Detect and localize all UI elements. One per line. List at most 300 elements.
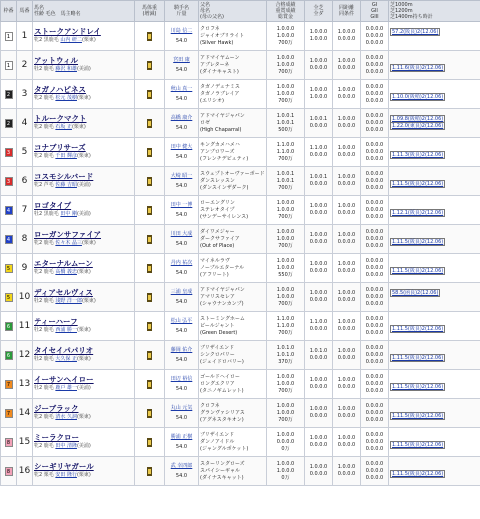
- umaban-cell: 8: [17, 225, 33, 254]
- jockey-name-link[interactable]: 丹内 祐次: [170, 260, 193, 266]
- overall-record: 1.0.0.0: [276, 83, 295, 90]
- header-jockey: 騎手名 斤量: [165, 1, 199, 22]
- distance-cell: [333, 225, 361, 254]
- dirt-record: 0.0.0.0: [309, 297, 328, 303]
- g1-record: 0.0.0.0: [365, 286, 384, 293]
- trainer-link[interactable]: 佐々木 晶三: [55, 240, 82, 246]
- best-1200m-link[interactable]: 58.5(函良)2(12.06): [392, 290, 439, 296]
- same-distance-record: 1.0.0.0: [337, 348, 356, 354]
- horse-cell: [33, 428, 135, 457]
- broodmare-sire: (High Chaparral): [200, 126, 242, 133]
- jockey-cell: [165, 457, 199, 486]
- g3-record: 0.0.0.0: [365, 126, 384, 133]
- graded-record: 0.0.0.0: [276, 438, 295, 445]
- jockey-name-link[interactable]: 勝浦 正樹: [170, 434, 193, 440]
- dirt-record: 0.0.0.0: [309, 123, 328, 129]
- total-prize: 700万: [278, 68, 293, 75]
- dam-name: アンブロワーズ: [200, 148, 235, 155]
- sex-age-color: 牝2 鹿毛: [34, 269, 54, 275]
- course-cell: [305, 51, 333, 80]
- turf-record: 1.0.0.0: [309, 203, 328, 209]
- horse-name-link[interactable]: ミーラクロー: [34, 432, 79, 442]
- course-cell: [305, 283, 333, 312]
- best-1400m-link[interactable]: [390, 297, 392, 303]
- table-row: [1, 341, 480, 370]
- umaban-cell: 12: [17, 341, 33, 370]
- dirt-record: 0.0.0.0: [309, 355, 328, 361]
- trainer-link[interactable]: 鹿戸 雄一: [55, 385, 77, 391]
- horse-name-link[interactable]: トルークマクト: [34, 113, 87, 123]
- umaban-cell: 10: [17, 283, 33, 312]
- broodmare-sire: (シャウナンカンプ): [200, 300, 244, 307]
- turf-record: 1.0.0.0: [309, 406, 328, 412]
- best-time-cell: [389, 80, 480, 109]
- horse-name-link[interactable]: コナブリサーズ: [34, 142, 86, 152]
- horse-cell: [33, 22, 135, 51]
- graded-record: 1.0.0.0: [276, 293, 295, 300]
- jockey-name-link[interactable]: 宮田 康: [173, 57, 190, 63]
- g3-record: 0.0.0.0: [365, 213, 384, 220]
- graded-record: 1.0.0.1: [276, 177, 295, 184]
- horse-name-link[interactable]: エターナルムーン: [34, 258, 93, 268]
- g1-record: 0.0.0.0: [365, 315, 384, 322]
- waku-cell: [1, 254, 17, 283]
- waku-badge: 8: [5, 467, 13, 476]
- jockey-name-link[interactable]: 高橋 康介: [170, 115, 193, 121]
- graded-record: 1.1.0.0: [276, 322, 295, 329]
- turf-record: 1.0.1.0: [309, 348, 328, 354]
- trainer-link[interactable]: 清水 久詞: [55, 414, 77, 420]
- best-time-cell: [389, 428, 480, 457]
- best-time-cell: [389, 138, 480, 167]
- grade-cell: [361, 370, 389, 399]
- distance-cell: [333, 22, 361, 51]
- waku-cell: [1, 109, 17, 138]
- total-prize: 700万: [278, 329, 293, 336]
- jockey-name-link[interactable]: 丸山 元気: [170, 405, 193, 411]
- silks-cell: [135, 225, 165, 254]
- horse-profile: [34, 414, 133, 421]
- jockey-name-link[interactable]: 三浦 皇成: [170, 289, 193, 295]
- total-prize: 370万: [278, 358, 293, 365]
- jockey-name-link[interactable]: 田辺 裕信: [170, 376, 193, 382]
- best-1400m-link[interactable]: 1.11.5(阪良)2(12.06): [392, 384, 444, 390]
- prize-cell: [267, 254, 305, 283]
- header-pedigree: 父名 母名 (母の父名): [199, 1, 267, 22]
- horse-name-link[interactable]: アットウィル: [34, 55, 79, 65]
- g3-record: 0.0.0.0: [365, 97, 384, 104]
- horse-cell: [33, 341, 135, 370]
- best-1400m-link[interactable]: 1.11.6(阪良)2(12.06): [392, 65, 444, 71]
- stable-label: (栗東): [76, 327, 91, 333]
- table-row: [1, 399, 480, 428]
- g3-record: 0.0.0.0: [365, 387, 384, 394]
- course-cell: [305, 22, 333, 51]
- waku-badge: 6: [5, 351, 13, 360]
- same-distance-record: 1.0.0.0: [337, 116, 356, 122]
- jockey-name-link[interactable]: 大崎 昭一: [170, 173, 193, 179]
- table-row: [1, 225, 480, 254]
- horse-profile: [34, 66, 133, 73]
- dirt-record: 1.0.0.0: [309, 36, 328, 42]
- waku-cell: [1, 457, 17, 486]
- graded-record: 1.0.0.0: [276, 380, 295, 387]
- turf-record: 1.0.0.0: [309, 290, 328, 296]
- turf-record: 1.0.0.0: [309, 377, 328, 383]
- pedigree-cell: [199, 80, 267, 109]
- horse-name-link[interactable]: シーギリヤガール: [34, 461, 94, 471]
- jockey-silks-icon: [146, 177, 153, 186]
- waku-badge: 8: [5, 438, 13, 447]
- carried-weight: 54.0: [175, 153, 188, 160]
- sex-age-color: 牡2 鹿毛: [34, 356, 54, 362]
- broodmare-sire: (ジャングルポケット): [200, 445, 249, 452]
- sex-age-color: 牡2 鹿毛: [34, 298, 54, 304]
- horse-name-link[interactable]: イーサンへイロー: [34, 374, 94, 384]
- g2-record: 0.0.0.0: [365, 351, 384, 358]
- horse-cell: [33, 399, 135, 428]
- g3-record: 0.0.0.0: [365, 155, 384, 162]
- umaban-cell: 4: [17, 109, 33, 138]
- best-1400m-link[interactable]: 1.11.5(阪良)2(12.06): [392, 442, 444, 448]
- g2-record: 0.0.0.0: [365, 380, 384, 387]
- trainer-link[interactable]: 西浦 勝一: [55, 327, 77, 333]
- trainer-link[interactable]: 藤沢 和雄: [55, 66, 77, 72]
- silks-cell: [135, 428, 165, 457]
- sex-age-color: 牝2 鹿毛: [34, 240, 54, 246]
- sex-age-color: 牝2 鹿毛: [34, 414, 54, 420]
- dam-name: グランヴァシリアス: [200, 409, 245, 416]
- sire-name: タガノデュナミス: [200, 83, 240, 90]
- same-distance-record: 1.0.0.0: [337, 290, 356, 296]
- jockey-cell: [165, 283, 199, 312]
- pedigree-cell: [199, 341, 267, 370]
- best-1400m-link[interactable]: 1.11.5(阪良)2(12.06): [392, 471, 444, 477]
- horse-name-link[interactable]: ローガンサファイア: [34, 229, 101, 239]
- silks-cell: [135, 399, 165, 428]
- jockey-silks-icon: [146, 409, 153, 418]
- total-prize: 700万: [278, 300, 293, 307]
- sire-name: スウェプトオーヴァーボード: [200, 170, 265, 177]
- trainer-link[interactable]: 田中 剛: [60, 211, 77, 217]
- horse-profile: [34, 443, 133, 450]
- jockey-cell: [165, 167, 199, 196]
- sire-name: ゴールドヘイロー: [200, 373, 240, 380]
- horse-cell: [33, 167, 135, 196]
- carried-weight: 54.0: [175, 472, 188, 479]
- table-row: [1, 312, 480, 341]
- best-time-cell: [389, 283, 480, 312]
- dam-name: ダンスレッスン: [200, 177, 235, 184]
- prize-cell: [267, 51, 305, 80]
- stable-label: (栗東): [76, 269, 91, 275]
- dirt-record: 0.0.0.0: [309, 268, 328, 274]
- jockey-cell: [165, 22, 199, 51]
- sire-name: キングカメハメハ: [200, 141, 240, 148]
- jockey-name-link[interactable]: 川田 大成: [170, 231, 193, 237]
- horse-name-link[interactable]: ジーブラック: [34, 403, 79, 413]
- trainer-link[interactable]: 松元 茂樹: [55, 95, 77, 101]
- sire-name: ストーミングホーム: [200, 315, 245, 322]
- jockey-cell: [165, 225, 199, 254]
- jockey-name-link[interactable]: 藤岡 佑介: [170, 347, 193, 353]
- umaban-cell: 13: [17, 370, 33, 399]
- jockey-name-link[interactable]: 川島 信二: [170, 28, 193, 34]
- sex-age-color: 牡2 鹿毛: [34, 66, 54, 72]
- total-prize: 700万: [278, 213, 293, 220]
- grade-cell: [361, 428, 389, 457]
- waku-badge: 2: [5, 119, 13, 128]
- same-distance-record: 1.0.0.0: [337, 232, 356, 238]
- prize-cell: [267, 138, 305, 167]
- waku-badge: 2: [5, 90, 13, 99]
- trainer-link[interactable]: 田中 清隆: [55, 443, 77, 449]
- grade-cell: [361, 80, 389, 109]
- waku-cell: [1, 51, 17, 80]
- horse-profile: [34, 269, 133, 276]
- horse-profile: [34, 472, 133, 479]
- horse-name-link[interactable]: ティーハーフ: [34, 316, 78, 326]
- graded-record: 1.0.0.0: [276, 235, 295, 242]
- horse-cell: [33, 80, 135, 109]
- pedigree-cell: [199, 138, 267, 167]
- silks-cell: [135, 109, 165, 138]
- grade-cell: [361, 225, 389, 254]
- sire-name: ローエングリン: [200, 199, 235, 206]
- overall-record: 1.1.0.0: [276, 141, 295, 148]
- table-row: [1, 428, 480, 457]
- trainer-link[interactable]: 佐藤 吉昭: [55, 182, 77, 188]
- best-1400m-link[interactable]: 1.11.5(阪良)2(12.06): [392, 326, 444, 332]
- jockey-cell: [165, 51, 199, 80]
- silks-cell: [135, 341, 165, 370]
- best-1400m-link[interactable]: 1.11.5(阪良)2(12.06): [392, 239, 444, 245]
- silks-cell: [135, 283, 165, 312]
- horse-name-link[interactable]: タイセイパパリオ: [34, 345, 94, 355]
- best-time-cell: [389, 225, 480, 254]
- jockey-name-link[interactable]: 武 幸四郎: [170, 463, 193, 469]
- waku-cell: [1, 225, 17, 254]
- distance-cell: [333, 341, 361, 370]
- trainer-link[interactable]: 大久保 正: [55, 356, 77, 362]
- prize-cell: [267, 312, 305, 341]
- prize-cell: [267, 283, 305, 312]
- g3-record: 0.0.0.0: [365, 300, 384, 307]
- jockey-name-link[interactable]: 田中 一博: [170, 202, 193, 208]
- turf-record: 1.1.0.0: [309, 319, 328, 325]
- carried-weight: 54.0: [175, 66, 188, 73]
- same-distance-record: 1.0.0.0: [337, 435, 356, 441]
- header-distance: 同距離 同条件: [333, 1, 361, 22]
- best-time-cell: [389, 312, 480, 341]
- best-1400m-link[interactable]: 1.11.5(阪良)2(12.06): [392, 355, 444, 361]
- dam-name: シンクロパリー: [200, 351, 235, 358]
- umaban-cell: 1: [17, 22, 33, 51]
- trainer-link[interactable]: 浅野 洋一郎: [55, 298, 82, 304]
- dam-name: ダンノアイドル: [200, 438, 235, 445]
- best-1200m-link[interactable]: 57.2(阪良)2(12.06): [392, 29, 439, 35]
- best-1400m-link[interactable]: 1.11.5(阪良)2(12.06): [392, 413, 444, 419]
- dam-name: ロングエクリア: [200, 380, 235, 387]
- best-1400m-link[interactable]: 1.10.0(阪稍)2(12.06): [392, 94, 444, 100]
- distance-cell: [333, 254, 361, 283]
- waku-cell: [1, 399, 17, 428]
- horse-profile: [34, 153, 133, 160]
- prize-cell: [267, 109, 305, 138]
- sire-name: アドマイヤジャパン: [200, 286, 245, 293]
- pedigree-cell: [199, 399, 267, 428]
- broodmare-sire: (アフリート): [200, 271, 229, 278]
- course-cell: [305, 370, 333, 399]
- g2-record: 0.0.0.0: [365, 264, 384, 271]
- waku-cell: [1, 196, 17, 225]
- distance-cell: [333, 109, 361, 138]
- waku-badge: 1: [5, 32, 13, 41]
- table-row: [1, 167, 480, 196]
- g3-record: 0.0.0.0: [365, 329, 384, 336]
- jockey-silks-icon: [146, 380, 153, 389]
- overall-record: 1.0.0.0: [276, 228, 295, 235]
- horse-cell: [33, 370, 135, 399]
- same-distance-record: 1.0.0.0: [337, 377, 356, 383]
- grade-cell: [361, 399, 389, 428]
- best-1400m-link[interactable]: 1.12.1(阪良)2(12.06): [392, 210, 444, 216]
- graded-record: 1.0.0.0: [276, 32, 295, 39]
- trainer-link[interactable]: 安田 隆行: [55, 472, 77, 478]
- waku-cell: [1, 370, 17, 399]
- jockey-name-link[interactable]: 松山 弘平: [170, 318, 193, 324]
- entry-rows: [1, 22, 480, 486]
- total-prize: 700万: [278, 97, 293, 104]
- waku-badge: 5: [5, 264, 13, 273]
- header-umaban: 馬番: [17, 1, 33, 22]
- broodmare-sire: (ジェイドロバリー): [200, 358, 244, 365]
- same-condition-record: 0.0.0.0: [337, 181, 356, 187]
- graded-record: 1.0.0.0: [276, 90, 295, 97]
- best-1400m-link[interactable]: 1.22.0(東良)2(12.06): [392, 123, 444, 129]
- g1-record: 0.0.0.0: [365, 199, 384, 206]
- g2-record: 0.0.0.0: [365, 467, 384, 474]
- prize-cell: [267, 80, 305, 109]
- header-horse: 馬名 性齢 毛色 馬主略名: [33, 1, 135, 22]
- sex-age-color: 牝2 鹿毛: [34, 95, 54, 101]
- distance-cell: [333, 370, 361, 399]
- sex-age-color: 牝2 黒鹿毛: [34, 37, 59, 43]
- carried-weight: 54.0: [175, 211, 188, 218]
- grade-cell: [361, 254, 389, 283]
- g3-record: 0.0.0.0: [365, 358, 384, 365]
- trainer-link[interactable]: 千田 輝彦: [55, 153, 77, 159]
- overall-record: 1.0.0.0: [276, 431, 295, 438]
- horse-cell: [33, 51, 135, 80]
- same-distance-record: 1.0.0.0: [337, 29, 356, 35]
- course-cell: [305, 80, 333, 109]
- pedigree-cell: [199, 225, 267, 254]
- waku-cell: [1, 341, 17, 370]
- dirt-record: 0.0.0.0: [309, 239, 328, 245]
- horse-name-link[interactable]: タガノハピネス: [34, 84, 86, 94]
- umaban-cell: 2: [17, 51, 33, 80]
- pedigree-cell: [199, 312, 267, 341]
- horse-cell: [33, 312, 135, 341]
- best-1400m-link[interactable]: 1.11.5(阪良)2(12.06): [392, 181, 444, 187]
- g1-record: 0.0.0.0: [365, 83, 384, 90]
- broodmare-sire: (Green Desert): [200, 329, 238, 336]
- grade-cell: [361, 51, 389, 80]
- broodmare-sire: (ダンスインザダーク): [200, 184, 249, 191]
- graded-record: 1.0.0.0: [276, 409, 295, 416]
- g3-record: 0.0.0.0: [365, 271, 384, 278]
- g1-record: 0.0.0.0: [365, 170, 384, 177]
- trainer-link[interactable]: 高橋 義忠: [55, 269, 77, 275]
- waku-cell: [1, 428, 17, 457]
- overall-record: 1.0.0.0: [276, 373, 295, 380]
- best-1400m-link[interactable]: [390, 36, 392, 42]
- same-distance-record: 1.0.0.0: [337, 319, 356, 325]
- trainer-link[interactable]: 石坂 正: [55, 124, 72, 130]
- dam-name: ダークサファイア: [200, 235, 240, 242]
- waku-badge: 1: [5, 61, 13, 70]
- turf-record: 1.1.0.0: [309, 145, 328, 151]
- g1-record: 0.0.0.0: [365, 460, 384, 467]
- g1-record: 0.0.0.0: [365, 402, 384, 409]
- carried-weight: 54.0: [175, 37, 188, 44]
- same-distance-record: 1.0.0.0: [337, 406, 356, 412]
- horse-cell: [33, 109, 135, 138]
- best-1200m-link[interactable]: 1.09.8(阪稍)2(12.06): [392, 116, 444, 122]
- carried-weight: 54.0: [175, 124, 188, 131]
- g1-record: 0.0.0.0: [365, 112, 384, 119]
- same-condition-record: 0.0.0.0: [337, 268, 356, 274]
- jockey-silks-icon: [146, 322, 153, 331]
- umaban-cell: 3: [17, 80, 33, 109]
- overall-record: 1.0.0.0: [276, 402, 295, 409]
- turf-record: 1.0.0.0: [309, 58, 328, 64]
- sex-age-color: 牡2 鹿毛: [34, 327, 54, 333]
- umaban-cell: 16: [17, 457, 33, 486]
- stable-label: (栗東): [81, 37, 96, 43]
- silks-cell: [135, 80, 165, 109]
- jockey-name-link[interactable]: 田中 健大: [170, 144, 193, 150]
- grade-cell: [361, 196, 389, 225]
- g2-record: 0.0.0.0: [365, 90, 384, 97]
- carried-weight: 54.0: [175, 95, 188, 102]
- horse-name-link[interactable]: ロゴタイプ: [34, 200, 72, 210]
- waku-badge: 4: [5, 235, 13, 244]
- horse-name-link[interactable]: ディアセルヴィス: [34, 287, 93, 297]
- header-course: 全芝 全ダ: [305, 1, 333, 22]
- graded-record: 1.0.0.0: [276, 467, 295, 474]
- carried-weight: 54.0: [175, 327, 188, 334]
- turf-record: 1.0.0.0: [309, 261, 328, 267]
- best-time-cell: [389, 51, 480, 80]
- grade-cell: [361, 167, 389, 196]
- horse-name-link[interactable]: ストークアンドレイ: [34, 26, 101, 36]
- graded-record: 1.0.1.0: [276, 351, 295, 358]
- horse-name-link[interactable]: コスモシルバード: [34, 171, 94, 181]
- best-1400m-link[interactable]: 1.11.5(阪良)2(12.06): [392, 268, 444, 274]
- turf-record: 1.0.0.1: [309, 116, 328, 122]
- jockey-name-link[interactable]: 秋山 真一: [170, 86, 193, 92]
- jockey-cell: [165, 196, 199, 225]
- waku-badge: 4: [5, 206, 13, 215]
- best-1400m-link[interactable]: 1.11.3(阪良)2(12.06): [392, 152, 444, 158]
- waku-badge: 3: [5, 177, 13, 186]
- trainer-link[interactable]: 山内 研二: [60, 37, 82, 43]
- dirt-record: 0.0.0.0: [309, 181, 328, 187]
- same-distance-record: 1.0.0.0: [337, 203, 356, 209]
- umaban-cell: 9: [17, 254, 33, 283]
